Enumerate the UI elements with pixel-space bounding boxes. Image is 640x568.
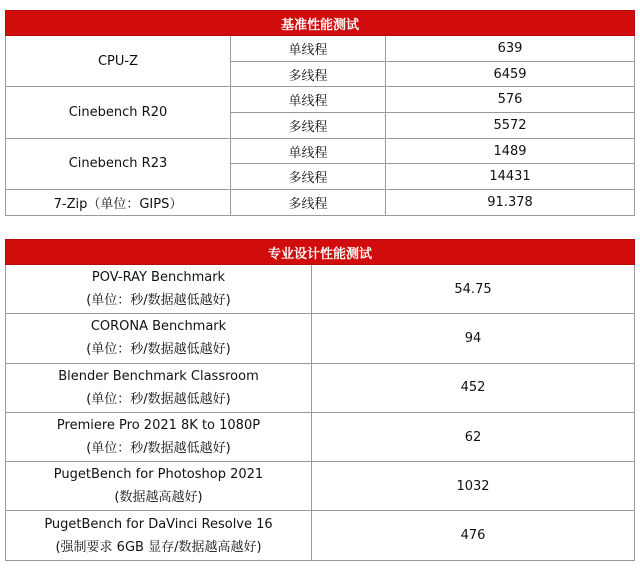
score-cell: 91.378 xyxy=(386,190,635,216)
score-cell: 1032 xyxy=(312,462,635,511)
benchmark-cell xyxy=(6,462,312,511)
benchmark-cell xyxy=(6,265,312,314)
score-cell: 14431 xyxy=(386,164,635,190)
benchmark-name: PugetBench for DaVinci Resolve 16 xyxy=(44,516,273,532)
benchmark-name-7zip: 7-Zip（单位：GIPS） xyxy=(6,190,231,216)
score-cell: 62 xyxy=(312,412,635,461)
benchmark-note: (单位：秒/数据越低越好) xyxy=(86,391,231,407)
professional-title: 专业设计性能测试 xyxy=(6,240,635,265)
mode-cell: 多线程 xyxy=(231,113,386,139)
benchmark-name: CORONA Benchmark xyxy=(90,319,227,335)
benchmark-note: (单位：秒/数据越低越好) xyxy=(86,441,231,457)
score-cell: 452 xyxy=(312,363,635,412)
mode-cell: 多线程 xyxy=(231,164,386,190)
baseline-performance-table xyxy=(5,10,635,216)
mode-cell: 单线程 xyxy=(231,36,386,62)
benchmark-note: (强制要求 6GB 显存/数据越高越好) xyxy=(55,539,262,555)
score-cell: 5572 xyxy=(386,113,635,139)
mode-cell: 单线程 xyxy=(231,138,386,164)
benchmark-cell xyxy=(6,314,312,363)
score-cell: 476 xyxy=(312,511,635,560)
benchmark-note: (单位：秒/数据越低越好) xyxy=(86,293,231,309)
benchmark-note: (数据越高越好) xyxy=(114,490,203,506)
score-cell: 94 xyxy=(312,314,635,363)
score-cell: 6459 xyxy=(386,61,635,87)
mode-cell: 单线程 xyxy=(231,87,386,113)
benchmark-note: (单位：秒/数据越低越好) xyxy=(86,342,231,358)
benchmark-name: POV-RAY Benchmark xyxy=(91,270,226,286)
baseline-title: 基准性能测试 xyxy=(6,11,635,36)
benchmark-name-cinebench-r23: Cinebench R23 xyxy=(6,138,231,189)
score-cell: 54.75 xyxy=(312,265,635,314)
benchmark-name-cpu-z: CPU-Z xyxy=(6,36,231,87)
benchmark-cell xyxy=(6,363,312,412)
benchmark-name: Blender Benchmark Classroom xyxy=(58,368,259,384)
score-cell: 639 xyxy=(386,36,635,62)
mode-cell: 多线程 xyxy=(231,61,386,87)
score-cell: 576 xyxy=(386,87,635,113)
benchmark-cell xyxy=(6,511,312,560)
benchmark-name: Premiere Pro 2021 8K to 1080P xyxy=(56,418,261,434)
professional-design-table xyxy=(5,239,635,561)
benchmark-name: PugetBench for Photoshop 2021 xyxy=(53,467,264,483)
benchmark-name-cinebench-r20: Cinebench R20 xyxy=(6,87,231,138)
score-cell: 1489 xyxy=(386,138,635,164)
benchmark-cell xyxy=(6,412,312,461)
mode-cell: 多线程 xyxy=(231,190,386,216)
